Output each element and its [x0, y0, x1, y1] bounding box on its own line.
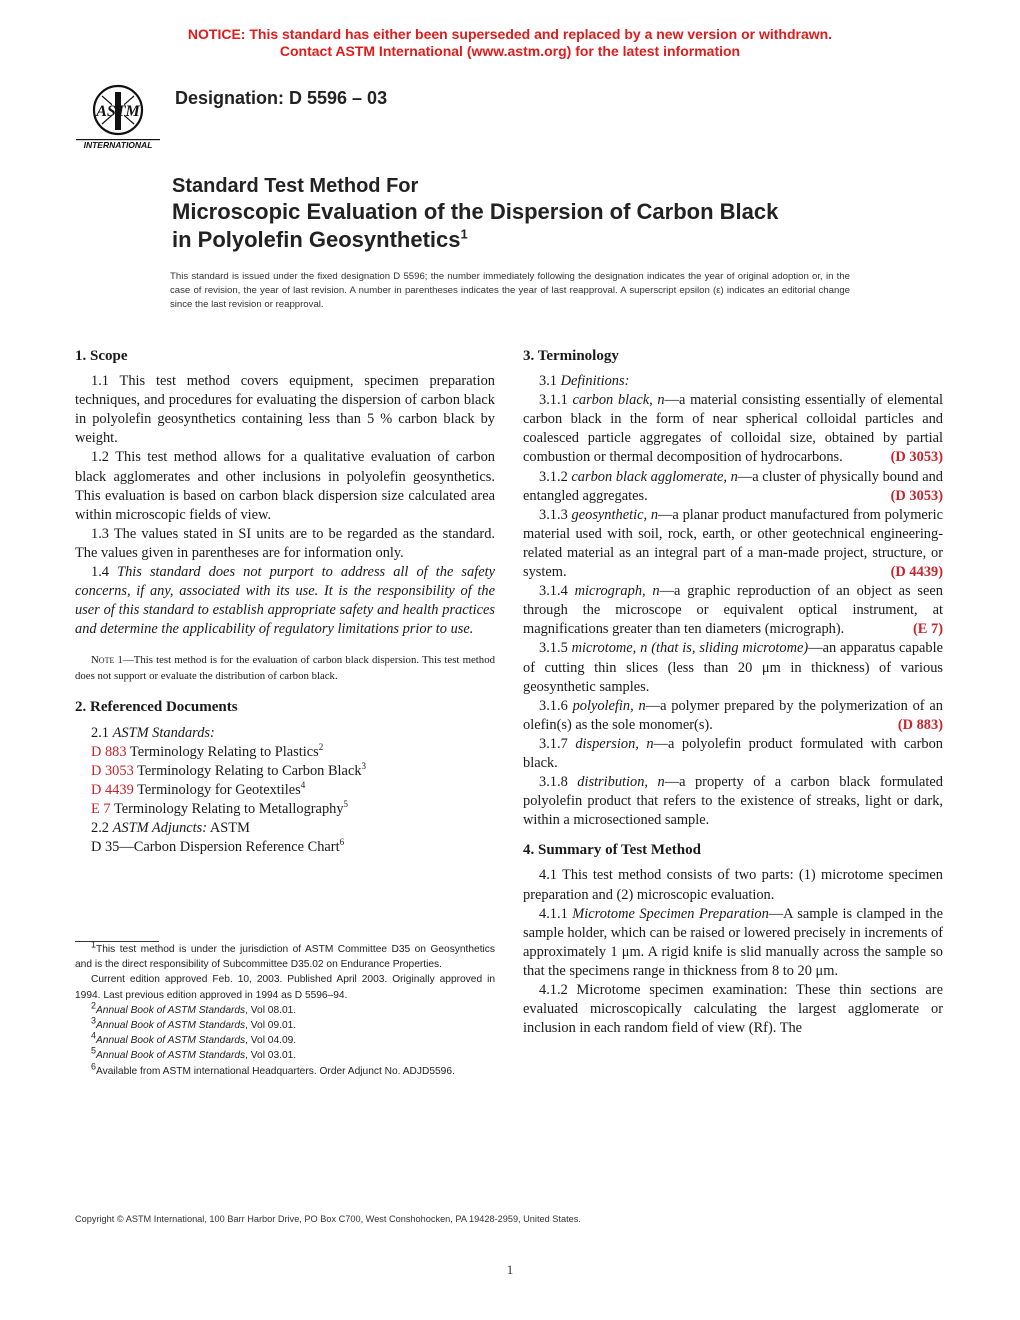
summary-4-1-1: 4.1.1 Microtome Specimen Preparation—A sample is clamped in the sample holder, which can be raised or lowered precisely in increments of approximately 1 μm. A rigid knife is slid manually across the sample so that the specimens range in thickness from 8 to 20 μm. — [523, 905, 944, 979]
left-column — [75, 347, 495, 857]
footnote: $^5$Annual Book of ASTM Standards, Vol 03.01. — [91, 1046, 297, 1062]
astm-logo-icon — [72, 76, 164, 152]
summary-4-1: 4.1 This test method consists of two parts: (1) microtome specimen preparation and (2) microscopic evaluation. — [523, 867, 943, 903]
definition-item: 3.1.7 dispersion, n—a polyolefin product formulated with carbon black. — [523, 735, 943, 771]
referenced-item: D 883 Terminology Relating to Plastics$^2$ — [91, 741, 324, 760]
footnote: $^6$Available from ASTM international Headquarters. Order Adjunct No. ADJD5596. — [91, 1061, 455, 1077]
footnote: $^1$This test method is under the jurisdiction of ASTM Committee D35 on Geosynthetics and is the direct responsibility of Subcommittee D35.02 on Endurance Properties. — [75, 939, 495, 971]
referenced-heading: 2. Referenced Documents — [75, 699, 238, 716]
definition-item: 3.1.5 microtome, n (that is, sliding microtome)—an apparatus capable of cutting thin slices (less than 20 μm in thickness) of various geosynthetic samples. — [523, 640, 943, 695]
referenced-item-code[interactable]: D 4439 — [91, 781, 134, 798]
definition-item: 3.1.8 distribution, n—a property of a carbon black formulated polyolefin product that refers to the existence of streaks, light or dark, within a microsectioned sample. — [523, 774, 943, 829]
definition-item: 3.1.3 geosynthetic, n—a planar product manufactured from polymeric material used with soil, rock, earth, or other geotechnical engineering-related material as an integral part of a man-made project, structure, or system. (D 4439) — [523, 506, 943, 582]
definition-reference[interactable]: (D 4439) — [890, 564, 943, 581]
right-column — [523, 347, 943, 1038]
definition-item: 3.1.1 carbon black, n—a material consisting essentially of elemental carbon black in the form of near spherical colloidal particles and coalesced particle aggregates of colloidal size, obtained by partial combustion or thermal decomposition of hydrocarbons. (D 3053) — [523, 391, 943, 467]
scope-1-2: 1.2 This test method allows for a qualitative evaluation of carbon black agglomerates and other inclusions in polyolefin geosynthetics. This evaluation is based on carbon black dispersion size calculated area within microscopic fields of view. — [75, 449, 495, 523]
logo-caption: INTERNATIONAL — [83, 140, 153, 150]
referenced-item: D 3053 Terminology Relating to Carbon Black$^3$ — [91, 760, 367, 779]
copyright: Copyright © ASTM International, 100 Barr Harbor Drive, PO Box C700, West Conshohocken, PA 19428-2959, United States. — [75, 1214, 581, 1224]
definition-item: 3.1.4 micrograph, n—a graphic reproduction of an object as seen through the microscope or equivalent optical instrument, at magnifications greater than ten diameters (micrograph). (E 7) — [523, 582, 943, 639]
summary-4-1-2: 4.1.2 Microtome specimen examination: These thin sections are evaluated microscopically calculating the largest agglomerate or inclusion in each random field of view (Rf). The — [523, 982, 943, 1037]
ref-2-1: 2.1 ASTM Standards: — [91, 724, 215, 741]
notice-line-2: Contact ASTM International (www.astm.org) for the latest information — [279, 43, 741, 59]
withdrawal-notice — [0, 26, 1020, 60]
footnotes — [75, 939, 495, 1079]
definition-reference[interactable]: (D 883) — [897, 716, 943, 733]
definition-item: 3.1.6 polyolefin, n—a polymer prepared by the polymerization of an olefin(s) as the sole monomer(s). (D 883) — [523, 697, 943, 735]
definition-reference[interactable]: (D 3053) — [890, 487, 943, 504]
notice-line-1: NOTICE: This standard has either been superseded and replaced by a new version or withdrawn. — [187, 26, 833, 42]
footnote: $^4$Annual Book of ASTM Standards, Vol 04.09. — [91, 1030, 297, 1047]
footnote: Current edition approved Feb. 10, 2003. Published April 2003. Originally approved in 1994. Last previous edition approved in 1994 as D 5596–94. — [75, 974, 495, 1001]
title-line-1: Standard Test Method For — [172, 175, 419, 197]
title-line-3: in Polyolefin Geosynthetics$^1$ — [172, 226, 468, 252]
note-1: Note 1—This test method is for the evaluation of carbon black dispersion. This test method does not support or evaluate the distribution of carbon black. — [75, 654, 496, 682]
logo-letters: ASTM — [96, 103, 140, 120]
designation: Designation: D 5596 – 03 — [175, 88, 388, 108]
title-line-2: Microscopic Evaluation of the Dispersion of Carbon Black — [172, 199, 779, 224]
footnote: $^3$Annual Book of ASTM Standards, Vol 09.01. — [91, 1015, 297, 1032]
document-title — [172, 174, 932, 254]
scope-1-1: 1.1 This test method covers equipment, specimen preparation techniques, and procedures for evaluating the dispersion of carbon black in polyolefin geosynthetics containing less than 5 % carbon black by weight. — [75, 373, 495, 447]
scope-1-4: 1.4 This standard does not purport to address all of the safety concerns, if any, associated with its use. It is the responsibility of the user of this standard to establish appropriate safety and health practices and determine the applicability of regulatory limitations prior to use. — [75, 564, 495, 638]
scope-heading: 1. Scope — [75, 348, 128, 364]
term-3-1: 3.1 Definitions: — [539, 373, 630, 390]
referenced-item: D 4439 Terminology for Geotextiles$^4$ — [91, 779, 306, 798]
adjunct-d35: D 35—Carbon Dispersion Reference Chart$^6$ — [91, 837, 345, 856]
referenced-item-code[interactable]: D 3053 — [91, 762, 134, 779]
referenced-item: E 7 Terminology Relating to Metallography$^5$ — [91, 799, 349, 817]
definition-item: 3.1.2 carbon black agglomerate, n—a cluster of physically bound and entangled aggregates. (D 3053) — [523, 468, 943, 506]
title-footnote-mark: 1 — [460, 226, 468, 242]
footnote: $^2$Annual Book of ASTM Standards, Vol 08.01. — [91, 1000, 297, 1016]
definition-reference[interactable]: (D 3053) — [890, 449, 943, 466]
terminology-heading: 3. Terminology — [523, 348, 619, 364]
summary-heading: 4. Summary of Test Method — [523, 842, 701, 859]
page-number: 1 — [506, 1262, 514, 1277]
referenced-item-code[interactable]: E 7 — [91, 800, 111, 817]
ref-2-2: 2.2 ASTM Adjuncts: ASTM — [91, 819, 250, 836]
definitions-list — [523, 391, 943, 830]
issue-statement: This standard is issued under the fixed designation D 5596; the number immediately following the designation indicates the year of original adoption or, in the case of revision, the year of last revision. A number in parentheses indicates the year of last reapproval. A superscript epsilon (ε) indicates an editorial change since the last revision or reapproval. — [170, 271, 850, 310]
referenced-item-code[interactable]: D 883 — [91, 743, 127, 760]
scope-1-3: 1.3 The values stated in SI units are to be regarded as the standard. The values given in parentheses are for information only. — [75, 525, 495, 561]
definition-reference[interactable]: (E 7) — [913, 621, 943, 638]
astm-standards-list — [75, 743, 495, 819]
